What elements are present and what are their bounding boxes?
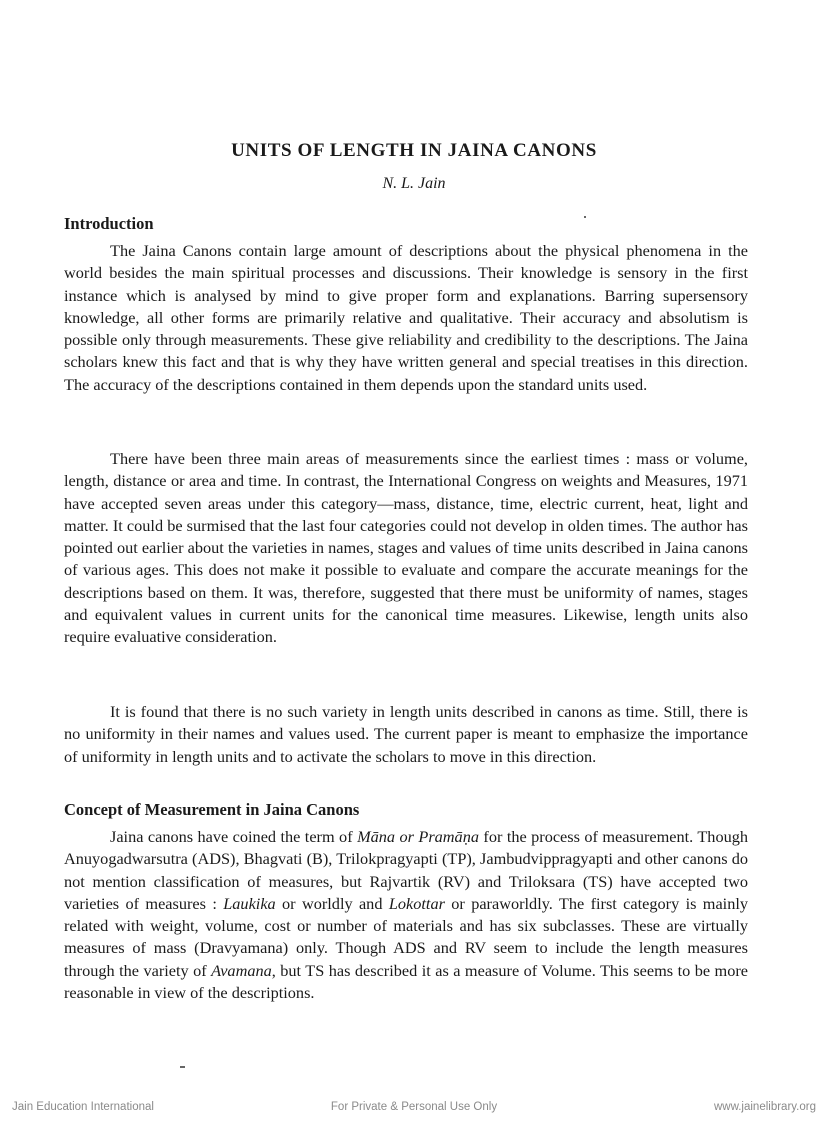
scan-speck	[180, 1066, 185, 1068]
text-segment: Jaina canons have coined the term of	[110, 827, 358, 846]
text-segment: or worldly and	[275, 893, 389, 913]
footer-right-link[interactable]: www.jainelibrary.org	[713, 1101, 816, 1113]
footer-center: For Private & Personal Use Only	[330, 1101, 498, 1113]
scan-speck	[584, 216, 586, 218]
paper-title: UNITS OF LENGTH IN JAINA CANONS	[231, 140, 597, 161]
section-heading-introduction: Introduction	[64, 214, 154, 233]
text-segment: , but TS has described it as a measure of Volume. This seems to be more reasonable in view of the descriptions.	[64, 960, 748, 1003]
term-laukika: Laukika	[223, 893, 276, 913]
intro-paragraph-2: There have been three main areas of measurements since the earliest times : mass or volume, length, distance or area and time. In contrast, the International Congress on weights and Measures, 1971 have accepted seven areas under this category—mass, distance, time, electric current, heat, light and matter. It could be surmised that the last four categories could not develop in olden times. The author has pointed out earlier about the varieties in names, stages and values of time units described in Jaina canons of various ages. This does not make it possible to evaluate and compare the accurate meanings for the descriptions based on them. It was, therefore, suggested that there must be uniformity of names, stages and equivalent values in current units for the canonical time measures. Likewise, length units also require evaluative consideration.	[64, 449, 748, 647]
intro-paragraph-3: It is found that there is no such variety in length units described in canons as time. Still, there is no uniformity in their names and values used. The current paper is meant to emphasize the importance of uniformity in length units and to activate the scholars to move in this direction.	[64, 702, 748, 766]
text-segment: or paraworldly. The first category is mainly related with weight, volume, cost or number of materials and has six subclasses. These are virtually measures of mass (Dravyamana) only. Though ADS and RV seem to include the length measures through the variety of	[64, 893, 749, 980]
author-name: N. L. Jain	[382, 175, 446, 192]
concept-paragraph	[64, 826, 748, 1004]
term-avamana: Avamana	[211, 960, 272, 980]
text-segment: for the process of measurement. Though Anuyogadwarsutra (ADS), Bhagvati (B), Trilokpragyapti (TP), Jambudvippragyapti and other canons do not mention classification of measures, but Rajvartik (RV) and Triloksara (TS) have accepted two varieties of measures :	[64, 827, 749, 913]
term-mana-pramana: Māna or Pramāṇa	[357, 827, 479, 846]
footer-left: Jain Education International	[12, 1101, 154, 1113]
section-heading-concept: Concept of Measurement in Jaina Canons	[64, 800, 360, 819]
term-lokottar: Lokottar	[388, 893, 445, 913]
intro-paragraph-1: The Jaina Canons contain large amount of descriptions about the physical phenomena in the world besides the main spiritual processes and discussions. Their knowledge is sensory in the first instance which is analysed by mind to give proper form and explanations. Barring supersensory knowledge, all other forms are primarily relative and qualitative. Their accuracy and absolutism is possible only through measurements. These give reliability and credibility to the descriptions. The Jaina scholars knew this fact and that is why they have written general and special treatises in this direction. The accuracy of the descriptions contained in them depends upon the standard units used.	[64, 241, 748, 394]
